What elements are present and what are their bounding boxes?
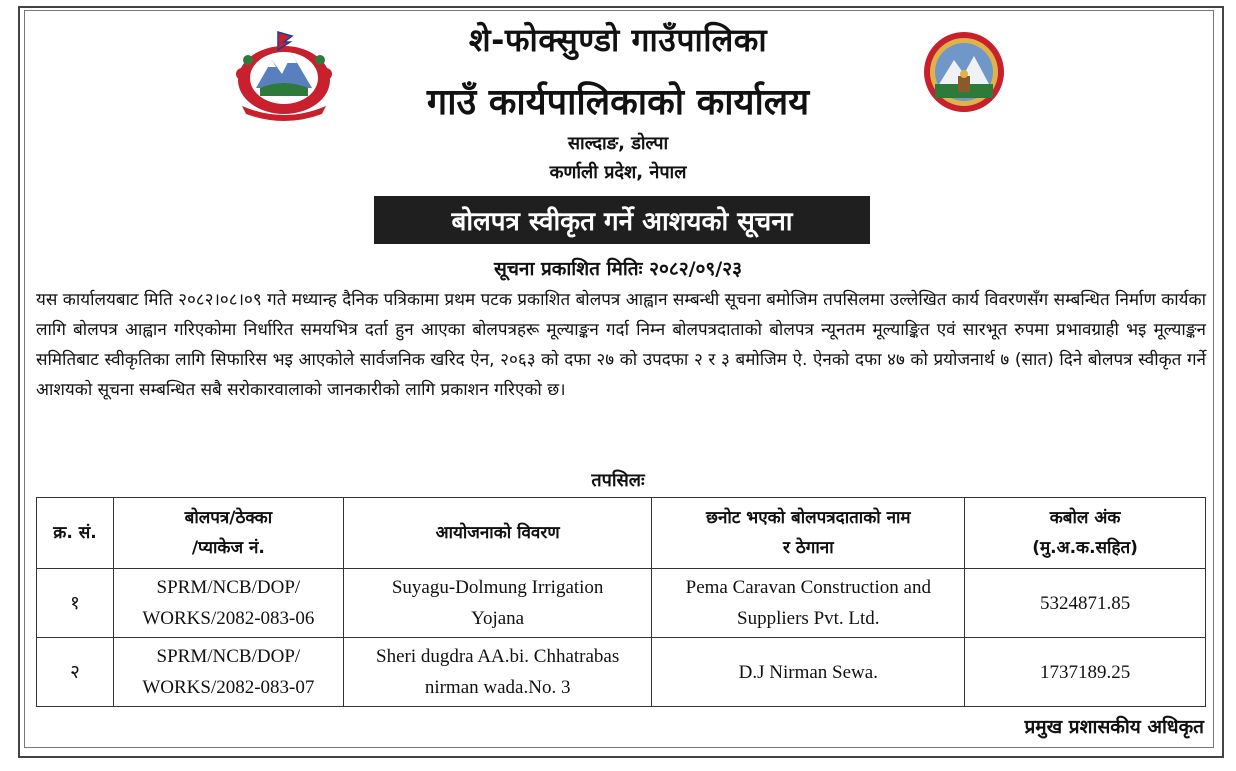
signatory-title: प्रमुख प्रशासकीय अधिकृत bbox=[1024, 716, 1204, 738]
municipality-name: शे-फोक्सुण्डो गाउँपालिका bbox=[468, 21, 768, 59]
row-amount: 5324871.85 bbox=[965, 569, 1206, 638]
header-amount-line-1: कबोल अंक bbox=[1049, 508, 1121, 528]
notice-body: यस कार्यालयबाट मिति २०८२।०८।०९ गते मध्यान्ह दैनिक पत्रिकामा प्रथम पटक प्रकाशित बोलपत्र आह्वान सम्बन्धी सूचना बमोजिम तपसिलमा उल्लेखित कार्य विवरणसँग सम्बन्धित निर्माण कार्यका लागि बोलपत्र आह्वान गरिएकोमा निर्धारित समयभित्र दर्ता हुन आएका बोलपत्रहरू मूल्याङ्कन गर्दा निम्न बोलपत्रदाताको बोलपत्र न्यूनतम मूल्याङ्कित एवं सारभूत रुपमा प्रभावग्राही भइ मूल्याङ्कन समितिबाट स्वीकृतिका लागि सिफारिस भइ आएकोले सार्वजनिक खरिद ऐन, २०६३ को दफा २७ को उपदफा २ र ३ बमोजिम ऐ. ऐनको दफा ४७ को प्रयोजनार्थ ७ (सात) दिने बोलपत्र स्वीकृत गर्ने आशयको सूचना सम्बन्धित सबै सरोकारवालाको जानकारीको लागि प्रकाशन गरिएको छ। bbox=[36, 290, 1206, 400]
bidder-line-1: D.J Nirman Sewa. bbox=[738, 661, 878, 683]
row-contract-no bbox=[113, 638, 343, 707]
header-bidder-line-1: छनोट भएको बोलपत्रदाताको नाम bbox=[706, 508, 911, 528]
header-sn: क्र. सं. bbox=[37, 498, 114, 569]
details-heading: तपसिलः bbox=[591, 470, 645, 491]
row-contract-no bbox=[113, 569, 343, 638]
header-contract-line-1: बोलपत्र/ठेक्का bbox=[184, 508, 273, 528]
table-row bbox=[37, 569, 1206, 638]
accepted-bids-table bbox=[36, 497, 1206, 707]
header-contract-line-2: /प्याकेज नं. bbox=[191, 538, 265, 558]
project-line-2: Yojana bbox=[471, 608, 525, 629]
notice-title: बोलपत्र स्वीकृत गर्ने आशयको सूचना bbox=[451, 207, 793, 237]
row-amount: 1737189.25 bbox=[965, 638, 1206, 707]
notice-title-banner bbox=[374, 196, 870, 244]
office-name: गाउँ कार्यपालिकाको कार्यालय bbox=[426, 82, 810, 123]
bidder-line-1: Pema Caravan Construction and bbox=[685, 577, 931, 598]
row-sn: १ bbox=[37, 569, 114, 638]
header-project: आयोजनाको विवरण bbox=[343, 498, 652, 569]
project-line-1: Sheri dugdra AA.bi. Chhatrabas bbox=[376, 646, 620, 667]
header-bidder bbox=[652, 498, 965, 569]
table-row bbox=[37, 638, 1206, 707]
row-project bbox=[343, 638, 652, 707]
header-contract-no bbox=[113, 498, 343, 569]
contract-line-2: WORKS/2082-083-06 bbox=[142, 608, 315, 629]
row-bidder bbox=[652, 638, 965, 707]
contract-line-1: SPRM/NCB/DOP/ bbox=[156, 646, 301, 667]
header-amount bbox=[965, 498, 1206, 569]
project-line-2: nirman wada.No. 3 bbox=[424, 677, 571, 698]
address-line-1: साल्दाङ, डोल्पा bbox=[567, 133, 669, 154]
row-sn: २ bbox=[37, 638, 114, 707]
contract-line-1: SPRM/NCB/DOP/ bbox=[156, 577, 301, 598]
published-date: सूचना प्रकाशित मितिः २०८२/०९/२३ bbox=[493, 258, 742, 280]
bidder-line-2: Suppliers Pvt. Ltd. bbox=[737, 608, 880, 629]
contract-line-2: WORKS/2082-083-07 bbox=[142, 677, 315, 698]
table-header-row bbox=[37, 498, 1206, 569]
header-bidder-line-2: र ठेगाना bbox=[783, 538, 834, 558]
row-bidder bbox=[652, 569, 965, 638]
project-line-1: Suyagu-Dolmung Irrigation bbox=[391, 577, 604, 598]
row-project bbox=[343, 569, 652, 638]
header-amount-line-2: (मु.अ.क.सहित) bbox=[1032, 538, 1138, 558]
address-line-2: कर्णाली प्रदेश, नेपाल bbox=[549, 162, 687, 183]
